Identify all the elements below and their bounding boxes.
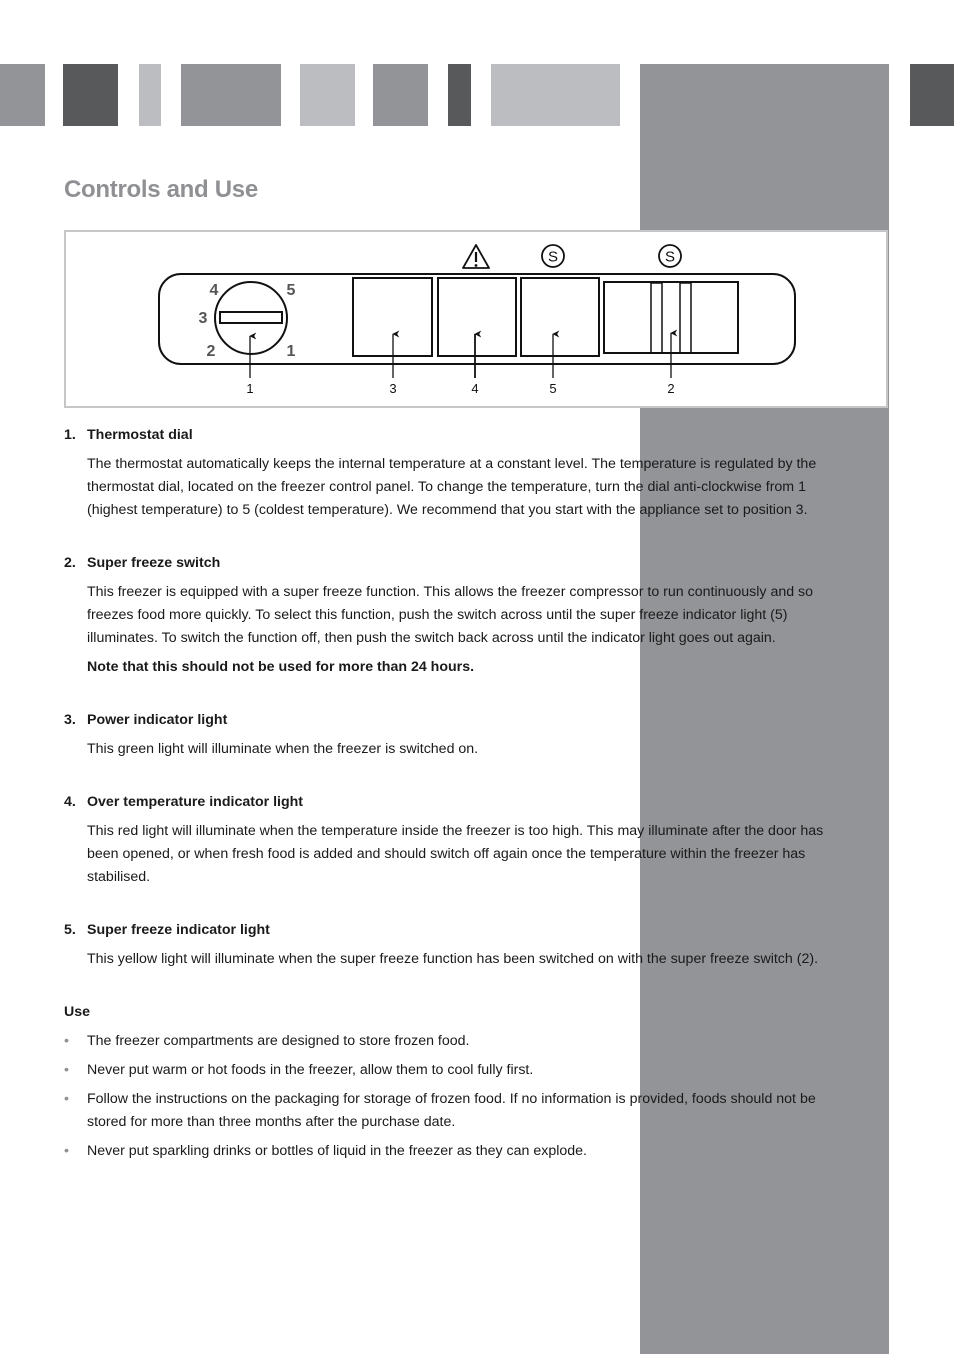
use-item-text: Never put sparkling drinks or bottles of liquid in the freezer as they can explode. <box>87 1143 587 1159</box>
control-panel-svg <box>66 232 890 410</box>
header-block-1 <box>0 64 45 126</box>
section-paragraph: This yellow light will illuminate when the super freeze function has been switched on with the super freeze switch (2). <box>87 951 819 967</box>
section-heading <box>64 552 834 575</box>
section-over-temperature-light <box>64 791 834 889</box>
dial-number-5: 5 <box>286 282 296 299</box>
section-paragraph: This freezer is equipped with a super freeze function. This allows the freezer compressor to run continuously and so freezes food more quickly. To select this function, push the switch across until the super freeze indicator light (5) illuminates. To switch the function off, then push the switch back across until the indicator light goes out again. <box>87 584 814 646</box>
header-block-5 <box>300 64 355 126</box>
bullet-icon: • <box>64 1091 69 1107</box>
section-super-freeze-indicator <box>64 919 834 971</box>
callout-label-1: 1 <box>246 381 254 396</box>
page-title: Controls and Use <box>64 176 258 203</box>
super-symbol-icon-1 <box>542 245 564 267</box>
section-paragraph: This green light will illuminate when the freezer is switched on. <box>87 741 479 757</box>
header-block-7 <box>448 64 471 126</box>
section-heading <box>64 709 834 732</box>
section-thermostat-dial <box>64 424 834 522</box>
section-power-indicator-light <box>64 709 834 761</box>
callout-label-2: 2 <box>667 381 675 396</box>
header-block-2 <box>63 64 118 126</box>
dial-number-4: 4 <box>209 282 219 299</box>
dial-number-3: 3 <box>198 310 208 327</box>
super-freeze-light-window <box>521 278 599 356</box>
header-block-3 <box>139 64 161 126</box>
section-number: 4. <box>64 794 76 810</box>
header-block-8 <box>491 64 620 126</box>
section-title: Power indicator light <box>87 712 228 728</box>
section-number: 2. <box>64 555 76 571</box>
use-list-item <box>64 1088 834 1134</box>
callout-label-4: 4 <box>471 381 479 396</box>
header-block-6 <box>373 64 428 126</box>
warning-triangle-icon <box>463 245 489 268</box>
section-number: 1. <box>64 427 76 443</box>
dial-number-2: 2 <box>206 343 216 360</box>
use-item-text: The freezer compartments are designed to store frozen food. <box>87 1033 470 1049</box>
header-block-9 <box>910 64 954 126</box>
section-title: Over temperature indicator light <box>87 794 304 810</box>
header-block-4 <box>181 64 281 126</box>
over-temp-light-window <box>438 278 516 356</box>
section-heading <box>64 919 834 942</box>
bullet-icon: • <box>64 1062 69 1078</box>
section-super-freeze-switch <box>64 552 834 679</box>
use-heading: Use <box>64 1004 91 1020</box>
use-list <box>64 1030 834 1163</box>
control-panel-diagram <box>64 230 888 408</box>
section-number: 5. <box>64 922 76 938</box>
callout-label-3: 3 <box>389 381 397 396</box>
section-heading <box>64 791 834 814</box>
section-number: 3. <box>64 712 76 728</box>
use-item-text: Follow the instructions on the packaging for storage of frozen food. If no information is provided, foods should not be stored for more than three months after the purchase date. <box>87 1091 816 1130</box>
section-paragraph: The thermostat automatically keeps the internal temperature at a constant level. The temperature is regulated by the thermostat dial, located on the freezer control panel. To change the temperature, turn the dial anti-clockwise from 1 (highest temperature) to 5 (coldest temperature). We recommend that you start with the appliance set to position 3. <box>87 456 817 518</box>
bullet-icon: • <box>64 1033 69 1049</box>
section-title: Super freeze indicator light <box>87 922 270 938</box>
section-note: Note that this should not be used for more than 24 hours. <box>87 659 475 675</box>
use-item-text: Never put warm or hot foods in the freezer, allow them to cool fully first. <box>87 1062 534 1078</box>
main-content <box>64 424 834 1169</box>
thermostat-dial[interactable] <box>215 282 287 354</box>
section-heading <box>64 424 834 447</box>
use-list-item <box>64 1059 834 1082</box>
section-paragraph: This red light will illuminate when the temperature inside the freezer is too high. This may illuminate after the door has been opened, or when fresh food is added and should switch off again once the temperature within the freezer has stabilised. <box>87 823 824 885</box>
use-list-item <box>64 1140 834 1163</box>
super-symbol-letter-2: S <box>664 248 676 266</box>
use-list-item <box>64 1030 834 1053</box>
dial-number-1: 1 <box>286 343 296 360</box>
dial-knob <box>220 312 282 323</box>
super-symbol-icon-2 <box>659 245 681 267</box>
bullet-icon: • <box>64 1143 69 1159</box>
callout-label-5: 5 <box>549 381 557 396</box>
super-symbol-letter-1: S <box>547 248 559 266</box>
section-title: Thermostat dial <box>87 427 193 443</box>
section-title: Super freeze switch <box>87 555 221 571</box>
